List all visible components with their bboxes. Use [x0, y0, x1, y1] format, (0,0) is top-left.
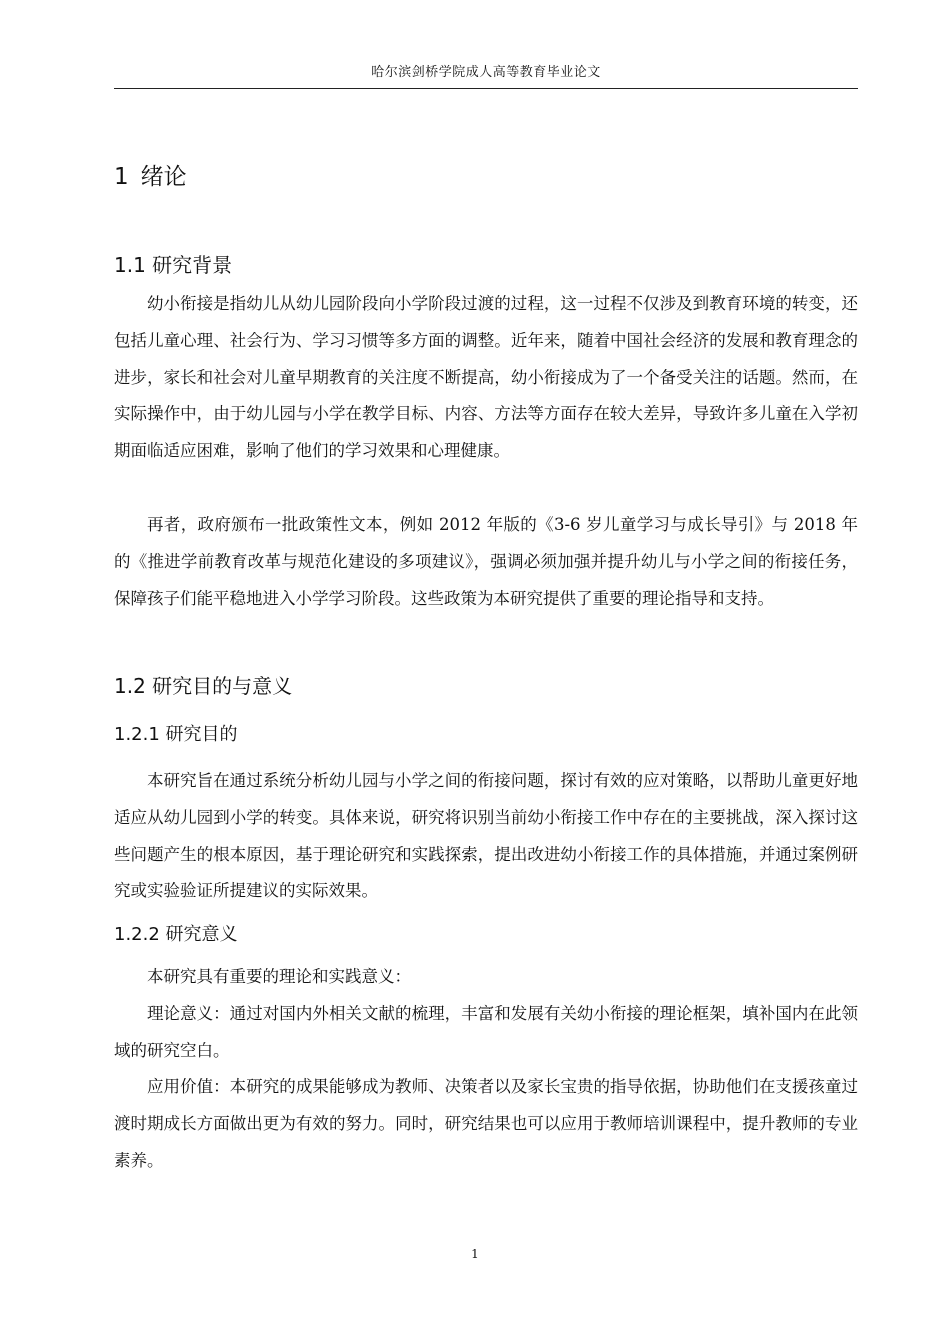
chapter-title-text: 绪论	[140, 164, 187, 190]
section-heading-1-2: 1.2 研究目的与意义	[114, 674, 293, 698]
section-heading-1-2-2: 1.2.2 研究意义	[114, 924, 238, 945]
paragraph-purpose: 本研究旨在通过系统分析幼儿园与小学之间的衔接问题，探讨有效的应对策略，以帮助儿童更好地适应从幼儿园到小学的转变。具体来说，研究将识别当前幼小衔接工作中存在的主要挑战，深入探讨这些问题产生的根本原因，基于理论研究和实践探索，提出改进幼小衔接工作的具体措施，并通过案例研究或实验验证所提建议的实际效果。	[114, 771, 858, 901]
chapter-number: 1	[114, 164, 129, 190]
section-heading-1-2-1: 1.2.1 研究目的	[114, 724, 238, 745]
chapter-title	[114, 160, 187, 194]
paragraph-background-2: 再者，政府颁布一批政策性文本，例如 2012 年版的《3-6 岁儿童学习与成长导引》与 2018 年的《推进学前教育改革与规范化建设的多项建议》，强调必须加强并提升幼儿与小学之间的衔接任务，保障孩子们能平稳地进入小学学习阶段。这些政策为本研究提供了重要的理论指导和支持。	[114, 515, 858, 608]
paragraph-application-value: 应用价值：本研究的成果能够成为教师、决策者以及家长宝贵的指导依据，协助他们在支援孩童过渡时期成长方面做出更为有效的努力。同时，研究结果也可以应用于教师培训课程中，提升教师的专业素养。	[114, 1077, 858, 1170]
paragraph-theoretical-significance: 理论意义：通过对国内外相关文献的梳理，丰富和发展有关幼小衔接的理论框架，填补国内在此领域的研究空白。	[114, 1004, 858, 1060]
paragraph-significance-intro: 本研究具有重要的理论和实践意义：	[147, 967, 411, 986]
paragraph-background-1: 幼小衔接是指幼儿从幼儿园阶段向小学阶段过渡的过程，这一过程不仅涉及到教育环境的转变，还包括儿童心理、社会行为、学习习惯等多方面的调整。近年来，随着中国社会经济的发展和教育理念的进步，家长和社会对儿童早期教育的关注度不断提高，幼小衔接成为了一个备受关注的话题。然而，在实际操作中，由于幼儿园与小学在教学目标、内容、方法等方面存在较大差异，导致许多儿童在入学初期面临适应困难，影响了他们的学习效果和心理健康。	[114, 294, 858, 461]
header-rule	[114, 88, 858, 89]
running-header: 哈尔滨剑桥学院成人高等教育毕业论文	[371, 65, 601, 80]
page-number: 1	[471, 1247, 479, 1261]
section-heading-1-1: 1.1 研究背景	[114, 253, 233, 277]
